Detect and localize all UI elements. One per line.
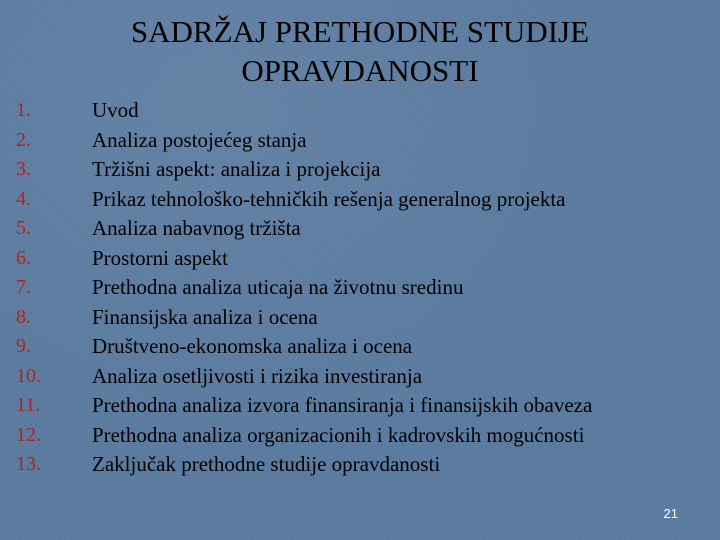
list-item — [16, 155, 656, 185]
list-item-number: 12. — [16, 423, 41, 446]
page-number: 21 — [663, 506, 678, 521]
list-item-number: 9. — [16, 335, 31, 357]
list-item-text: Društveno-ekonomska analiza i ocena — [92, 334, 413, 358]
list-item — [16, 391, 656, 421]
list-item-text: Zaključak prethodne studije opravdanosti — [92, 452, 441, 476]
list-item — [16, 421, 656, 451]
list-item-number: 4. — [16, 187, 31, 210]
list-item — [16, 273, 656, 303]
list-item-text: Finansijska analiza i ocena — [92, 304, 318, 329]
list-item — [16, 244, 656, 274]
list-item-number: 1. — [16, 99, 31, 121]
list-item-text: Tržišni aspekt: analiza i projekcija — [92, 157, 381, 181]
list-item-text: Prikaz tehnološko-tehničkih rešenja generalnog projekta — [92, 186, 566, 211]
list-item — [16, 126, 656, 156]
list-item-text: Analiza osetljivosti i rizika investiranja — [92, 363, 423, 388]
list-item — [16, 362, 656, 392]
list-item — [16, 185, 656, 215]
list-item-number: 7. — [16, 276, 31, 298]
list-item-number: 3. — [16, 158, 31, 180]
list-item-number: 8. — [16, 305, 31, 328]
list-item — [16, 214, 656, 244]
slide-title — [0, 12, 720, 90]
list-item-number: 5. — [16, 217, 31, 239]
list-item-number: 13. — [16, 453, 41, 475]
slide-title-line-2: OPRAVDANOSTI — [241, 53, 479, 88]
list-item-number: 10. — [16, 364, 41, 387]
list-item-text: Analiza nabavnog tržišta — [92, 216, 301, 240]
list-item — [16, 332, 656, 362]
list-item-text: Uvod — [92, 98, 139, 122]
list-item-number: 2. — [16, 128, 31, 151]
list-item-number: 11. — [16, 394, 41, 416]
list-item-text: Prethodna analiza izvora finansiranja i finansijskih obaveza — [92, 393, 593, 417]
list-item — [16, 303, 656, 333]
list-item-text: Prostorni aspekt — [92, 245, 228, 270]
list-item-text: Prethodna analiza uticaja na životnu sredinu — [92, 275, 464, 299]
list-item-text: Prethodna analiza organizacionih i kadrovskih mogućnosti — [92, 422, 585, 447]
list-item — [16, 450, 656, 480]
contents-list — [16, 96, 656, 480]
list-item — [16, 96, 656, 126]
list-item-text: Analiza postojećeg stanja — [92, 127, 307, 152]
slide-title-line-1: SADRŽAJ PRETHODNE STUDIJE — [130, 14, 590, 49]
list-item-number: 6. — [16, 246, 31, 269]
